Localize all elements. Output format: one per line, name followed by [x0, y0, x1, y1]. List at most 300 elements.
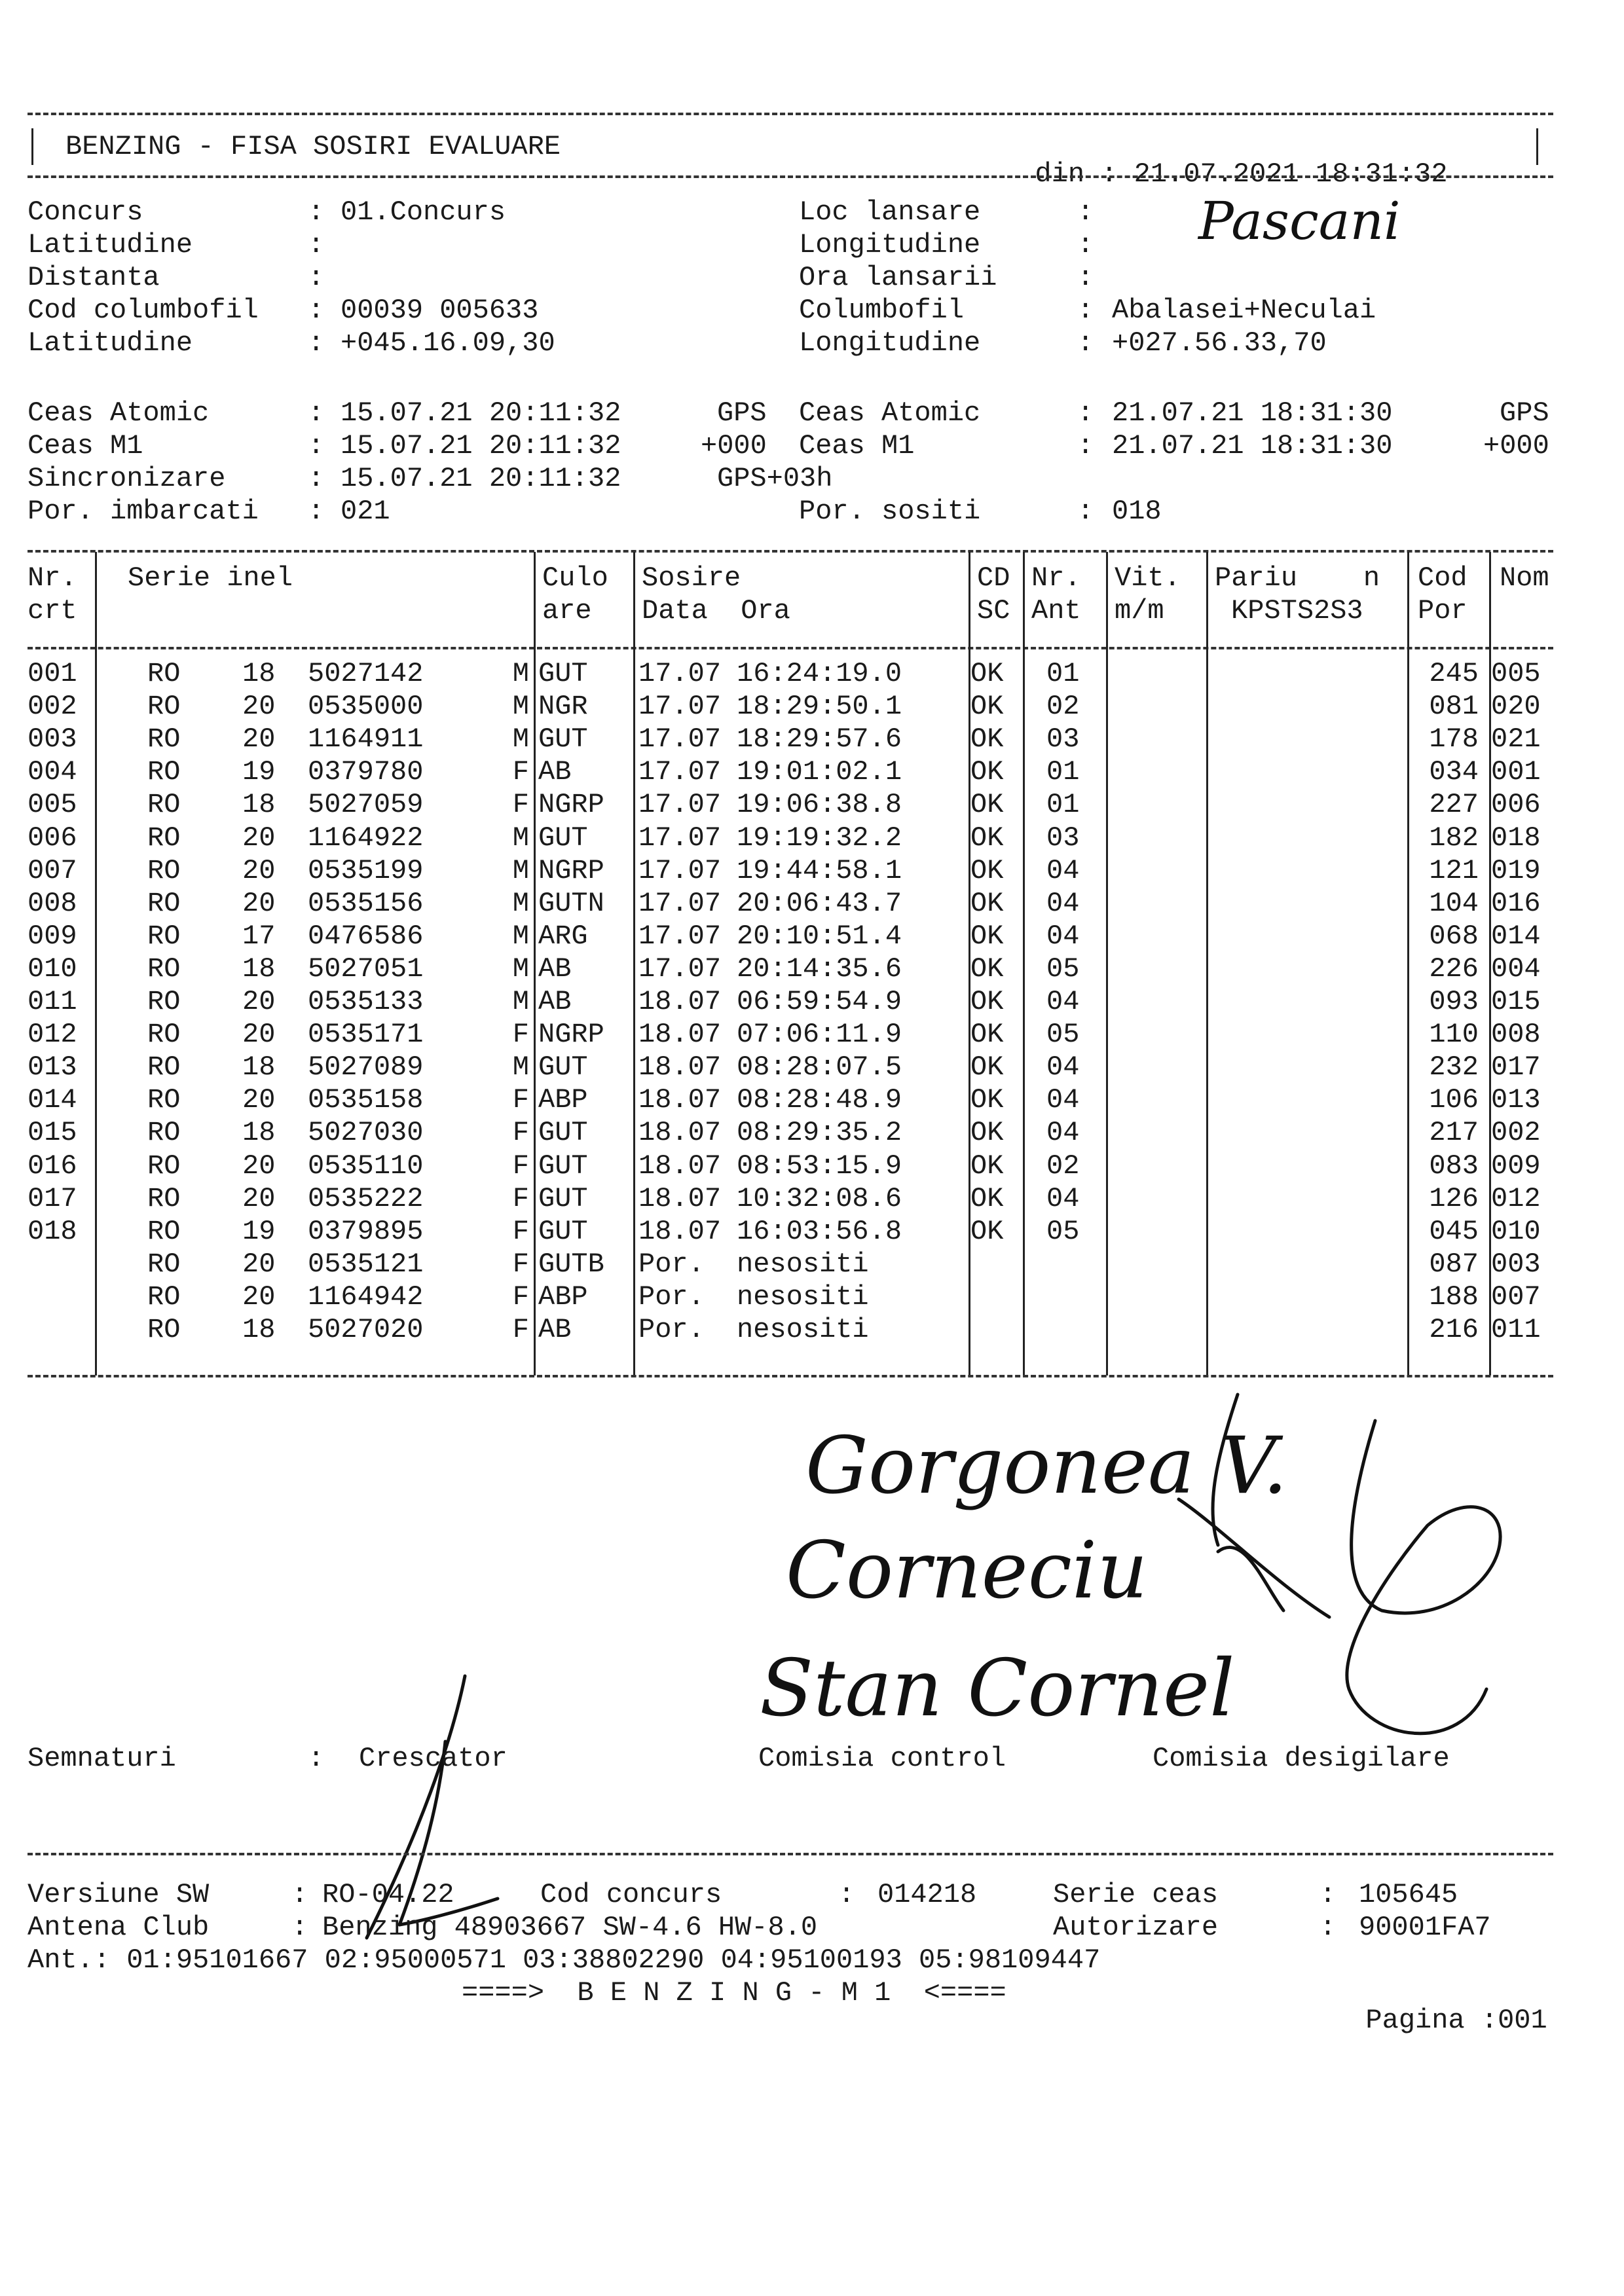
clock-label: Ceas M1	[28, 430, 143, 462]
table-cell-antenna: 02	[1046, 691, 1080, 722]
info-sep: :	[1077, 262, 1094, 293]
table-cell-year: 18	[242, 1117, 276, 1148]
table-cell-nr: 004	[28, 756, 77, 788]
table-cell-nom: 006	[1491, 789, 1541, 820]
table-cell-code: 121	[1429, 855, 1479, 886]
table-cell-year: 20	[242, 888, 276, 919]
table-cell-country: RO	[147, 953, 181, 985]
table-cell-date: 18.07	[638, 1019, 722, 1050]
table-cell-time: 20:06:43.7	[737, 888, 902, 919]
footer-rule	[28, 1853, 1553, 1855]
table-cell-code: 110	[1429, 1019, 1479, 1050]
table-cell-nr: 018	[28, 1216, 77, 1247]
table-cell-ring: 0476586	[308, 920, 424, 952]
col-header-cod: Cod	[1418, 562, 1467, 594]
table-cell-time: 20:14:35.6	[737, 953, 902, 985]
table-cell-year: 20	[242, 1183, 276, 1214]
col-header-culo: Culo	[542, 562, 608, 594]
info-sep: :	[1077, 327, 1094, 359]
table-cell-color: AB	[538, 756, 572, 788]
table-cell-nr: 012	[28, 1019, 77, 1050]
table-cell-nom: 017	[1491, 1051, 1541, 1083]
table-cell-sex: M	[512, 855, 529, 886]
clock-sep: :	[1077, 397, 1094, 429]
table-cell-code: 227	[1429, 789, 1479, 820]
table-cell-country: RO	[147, 691, 181, 722]
handwritten-launch-place	[1179, 183, 1480, 275]
table-cell-country: RO	[147, 986, 181, 1017]
table-cell-ring: 0535000	[308, 691, 424, 722]
table-cell-code: 068	[1429, 920, 1479, 952]
table-cell-nr: 007	[28, 855, 77, 886]
table-cell-cd: OK	[970, 920, 1004, 952]
table-cell-code: 106	[1429, 1084, 1479, 1116]
desigilare-signature	[1347, 1421, 1500, 1734]
clock-label: Ceas Atomic	[28, 397, 210, 429]
report-date-label: din :	[1035, 158, 1118, 190]
info-value: 01.Concurs	[341, 196, 506, 228]
table-cell-cd: OK	[970, 1216, 1004, 1247]
table-cell-cd: OK	[970, 1183, 1004, 1214]
table-cell-color: ABP	[538, 1281, 588, 1313]
table-cell-nr: 016	[28, 1150, 77, 1182]
table-cell-antenna: 05	[1046, 953, 1080, 985]
table-cell-year: 20	[242, 855, 276, 886]
info-sep: :	[1077, 196, 1094, 228]
table-cell-date: 17.07	[638, 855, 722, 886]
table-cell-time: 16:03:56.8	[737, 1216, 902, 1247]
report-title: BENZING - FISA SOSIRI EVALUARE	[65, 131, 561, 162]
col-line	[1106, 552, 1108, 1376]
table-cell-sex: F	[512, 1117, 529, 1148]
handwritten-name: Corneciu	[786, 1525, 1148, 1616]
table-cell-sex: M	[512, 658, 529, 689]
info-sep: :	[1077, 295, 1094, 326]
table-header-rule	[28, 647, 1553, 649]
table-cell-date: 18.07	[638, 1183, 722, 1214]
table-cell-code: 045	[1429, 1216, 1479, 1247]
table-cell-nom: 012	[1491, 1183, 1541, 1214]
footer-page-label: Pagina :	[1365, 2005, 1498, 2036]
info-label: Columbofil	[799, 295, 965, 326]
table-cell-date: 18.07	[638, 986, 722, 1017]
table-cell-time: 19:44:58.1	[737, 855, 902, 886]
table-cell-antenna: 04	[1046, 1183, 1080, 1214]
table-cell-country: RO	[147, 1117, 181, 1148]
table-cell-country: RO	[147, 1019, 181, 1050]
table-cell-nom: 021	[1491, 723, 1541, 755]
table-cell-nom: 011	[1491, 1314, 1541, 1345]
table-cell-color: GUT	[538, 822, 588, 854]
info-label: Latitudine	[28, 327, 193, 359]
handwritten-name: Gorgonea V.	[805, 1421, 1288, 1512]
col-header-nr: Nr.	[28, 562, 77, 594]
table-cell-time: 19:06:38.8	[737, 789, 902, 820]
table-cell-nr: 010	[28, 953, 77, 985]
footer-versiune-label: Versiune SW	[28, 1879, 210, 1910]
table-cell-antenna: 01	[1046, 756, 1080, 788]
table-cell-year: 19	[242, 756, 276, 788]
table-cell-code: 217	[1429, 1117, 1479, 1148]
table-cell-nom: 003	[1491, 1248, 1541, 1280]
table-cell-antenna: 04	[1046, 986, 1080, 1017]
col-header-cd: CD	[977, 562, 1010, 594]
table-cell-sex: M	[512, 986, 529, 1017]
table-cell-color: GUTB	[538, 1248, 604, 1280]
info-label: Distanta	[28, 262, 160, 293]
info-label: Concurs	[28, 196, 143, 228]
table-cell-cd: OK	[970, 1150, 1004, 1182]
clock-label: Ceas M1	[799, 430, 915, 462]
col-line	[633, 552, 635, 1376]
table-cell-time: 19:01:02.1	[737, 756, 902, 788]
table-cell-year: 17	[242, 920, 276, 952]
clock-value: 021	[341, 496, 390, 527]
table-cell-sex: F	[512, 1248, 529, 1280]
table-cell-code: 034	[1429, 756, 1479, 788]
table-cell-year: 20	[242, 822, 276, 854]
table-cell-year: 18	[242, 1051, 276, 1083]
table-cell-date: 17.07	[638, 953, 722, 985]
table-cell-cd: OK	[970, 986, 1004, 1017]
handwritten-name: Stan Cornel	[760, 1643, 1235, 1734]
clock-suffix: +000	[701, 430, 767, 462]
table-cell-nom: 010	[1491, 1216, 1541, 1247]
table-cell-time: 08:28:07.5	[737, 1051, 902, 1083]
table-cell-color: GUT	[538, 723, 588, 755]
table-cell-sex: M	[512, 1051, 529, 1083]
table-cell-ring: 0535222	[308, 1183, 424, 1214]
table-cell-cd: OK	[970, 756, 1004, 788]
table-cell-year: 20	[242, 1248, 276, 1280]
table-cell-antenna: 05	[1046, 1216, 1080, 1247]
table-cell-time: 10:32:08.6	[737, 1183, 902, 1214]
header-top-rule	[28, 113, 1553, 115]
clock-value: 018	[1112, 496, 1162, 527]
table-cell-color: AB	[538, 953, 572, 985]
table-cell-date: 17.07	[638, 756, 722, 788]
info-sep: :	[308, 196, 325, 228]
info-label: Ora lansarii	[799, 262, 997, 293]
table-cell-sex: M	[512, 888, 529, 919]
table-cell-sex: M	[512, 822, 529, 854]
col-header-pariu-sub: KPSTS2S3	[1231, 595, 1363, 627]
signatures-sep: :	[308, 1743, 325, 1774]
clock-sep: :	[308, 397, 325, 429]
header-bottom-rule	[28, 175, 1553, 178]
control-signature-stroke	[1179, 1499, 1329, 1617]
table-cell-ring: 0535199	[308, 855, 424, 886]
table-cell-date: 17.07	[638, 658, 722, 689]
table-cell-ring: 5027089	[308, 1051, 424, 1083]
table-cell-antenna: 01	[1046, 789, 1080, 820]
table-cell-country: RO	[147, 723, 181, 755]
col-header-sosire: Sosire	[642, 562, 741, 594]
table-cell-nom: 007	[1491, 1281, 1541, 1313]
clock-label: Por. sositi	[799, 496, 981, 527]
footer-sep: :	[1320, 1879, 1337, 1910]
info-value: +027.56.33,70	[1112, 327, 1327, 359]
table-cell-color: NGRP	[538, 855, 604, 886]
table-cell-antenna: 04	[1046, 1051, 1080, 1083]
clock-label: Ceas Atomic	[799, 397, 981, 429]
col-header-ant: Nr.	[1031, 562, 1081, 594]
col-line	[1206, 552, 1208, 1376]
table-cell-sex: F	[512, 1183, 529, 1214]
table-cell-cd: OK	[970, 789, 1004, 820]
table-cell-antenna: 04	[1046, 1117, 1080, 1148]
table-cell-date: 17.07	[638, 723, 722, 755]
table-cell-ring: 0379895	[308, 1216, 424, 1247]
table-cell-ring: 5027020	[308, 1314, 424, 1345]
table-cell-time: 08:28:48.9	[737, 1084, 902, 1116]
footer-sep: :	[1320, 1912, 1337, 1943]
table-cell-antenna: 04	[1046, 920, 1080, 952]
handwritten-location-text: Pascani	[1198, 191, 1401, 251]
table-cell-ring: 0535156	[308, 888, 424, 919]
table-cell-color: GUT	[538, 1051, 588, 1083]
clock-value: 21.07.21 18:31:30	[1112, 430, 1393, 462]
info-label: Longitudine	[799, 327, 981, 359]
table-cell-nom: 009	[1491, 1150, 1541, 1182]
table-cell-nom: 019	[1491, 855, 1541, 886]
table-cell-color: GUT	[538, 658, 588, 689]
table-cell-country: RO	[147, 855, 181, 886]
table-cell-cd: OK	[970, 855, 1004, 886]
table-cell-country: RO	[147, 1183, 181, 1214]
signature-crescator: Crescator	[359, 1743, 507, 1774]
table-cell-nom: 020	[1491, 691, 1541, 722]
footer-page-number: 001	[1498, 2005, 1547, 2036]
col-line	[534, 552, 536, 1376]
table-cell-ring: 1164922	[308, 822, 424, 854]
table-cell-sex: F	[512, 1150, 529, 1182]
footer-cod-concurs-label: Cod concurs	[540, 1879, 722, 1910]
table-cell-date: Por.	[638, 1281, 705, 1313]
table-cell-country: RO	[147, 1281, 181, 1313]
table-cell-time: 16:24:19.0	[737, 658, 902, 689]
table-cell-ring: 5027059	[308, 789, 424, 820]
table-cell-time: 07:06:11.9	[737, 1019, 902, 1050]
clock-sep: :	[308, 496, 325, 527]
table-cell-nom: 005	[1491, 658, 1541, 689]
info-value: +045.16.09,30	[341, 327, 555, 359]
info-label: Loc lansare	[799, 196, 981, 228]
table-cell-ring: 0535121	[308, 1248, 424, 1280]
table-cell-nom: 008	[1491, 1019, 1541, 1050]
table-cell-cd: OK	[970, 1117, 1004, 1148]
table-cell-cd: OK	[970, 1084, 1004, 1116]
table-cell-color: ARG	[538, 920, 588, 952]
clock-sep: :	[308, 463, 325, 494]
header-left-border	[31, 128, 33, 165]
table-cell-code: 216	[1429, 1314, 1479, 1345]
table-cell-nom: 015	[1491, 986, 1541, 1017]
table-cell-nr: 013	[28, 1051, 77, 1083]
table-cell-country: RO	[147, 756, 181, 788]
table-cell-code: 226	[1429, 953, 1479, 985]
table-cell-nom: 016	[1491, 888, 1541, 919]
table-cell-country: RO	[147, 658, 181, 689]
col-header-pariu: Pariu n	[1215, 562, 1380, 594]
table-cell-cd: OK	[970, 888, 1004, 919]
table-cell-color: GUT	[538, 1117, 588, 1148]
table-cell-date: 18.07	[638, 1084, 722, 1116]
footer-banner: ====> B E N Z I N G - M 1 <====	[462, 1977, 1006, 2009]
col-header-nom: Nom	[1500, 562, 1549, 594]
table-cell-antenna: 03	[1046, 822, 1080, 854]
table-cell-nom: 013	[1491, 1084, 1541, 1116]
table-cell-antenna: 02	[1046, 1150, 1080, 1182]
footer-serie-ceas-label: Serie ceas	[1053, 1879, 1219, 1910]
info-value: 00039 005633	[341, 295, 539, 326]
table-cell-time: 19:19:32.2	[737, 822, 902, 854]
table-cell-sex: M	[512, 691, 529, 722]
clock-sep: :	[1077, 430, 1094, 462]
table-cell-color: NGRP	[538, 789, 604, 820]
clock-value: 21.07.21 18:31:30	[1112, 397, 1393, 429]
info-sep: :	[308, 262, 325, 293]
table-cell-nom: 018	[1491, 822, 1541, 854]
table-cell-sex: F	[512, 789, 529, 820]
footer-sep: :	[838, 1879, 855, 1910]
clock-label: Por. imbarcati	[28, 496, 259, 527]
table-cell-year: 20	[242, 1281, 276, 1313]
table-cell-nr: 017	[28, 1183, 77, 1214]
table-cell-cd: OK	[970, 1051, 1004, 1083]
report-date-value: 21.07.2021 18:31:32	[1134, 158, 1448, 190]
table-cell-date: 17.07	[638, 888, 722, 919]
table-cell-cd: OK	[970, 953, 1004, 985]
table-cell-ring: 1164942	[308, 1281, 424, 1313]
col-header-cod-sub: Por	[1418, 595, 1467, 627]
signature-comisia-desigilare: Comisia desigilare	[1153, 1743, 1450, 1774]
footer-cod-concurs-value: 014218	[877, 1879, 977, 1910]
table-cell-color: NGRP	[538, 1019, 604, 1050]
table-cell-ring: 5027030	[308, 1117, 424, 1148]
table-top-rule	[28, 550, 1553, 553]
table-cell-antenna: 01	[1046, 658, 1080, 689]
table-cell-nr: 008	[28, 888, 77, 919]
table-cell-nr: 006	[28, 822, 77, 854]
table-cell-date: Por.	[638, 1314, 705, 1345]
table-cell-cd: OK	[970, 691, 1004, 722]
footer-autorizare-value: 90001FA7	[1359, 1912, 1491, 1943]
table-cell-country: RO	[147, 1051, 181, 1083]
info-label: Cod columbofil	[28, 295, 259, 326]
table-cell-code: 126	[1429, 1183, 1479, 1214]
footer-antena-value: Benzing 48903667 SW-4.6 HW-8.0	[322, 1912, 818, 1943]
table-cell-sex: F	[512, 1314, 529, 1345]
table-cell-color: NGR	[538, 691, 588, 722]
table-cell-country: RO	[147, 1150, 181, 1182]
table-cell-date: 18.07	[638, 1216, 722, 1247]
table-cell-color: GUT	[538, 1216, 588, 1247]
col-line	[1023, 552, 1025, 1376]
table-cell-nr: 014	[28, 1084, 77, 1116]
table-cell-color: GUTN	[538, 888, 604, 919]
table-cell-sex: F	[512, 1084, 529, 1116]
table-cell-code: 245	[1429, 658, 1479, 689]
table-cell-ring: 1164911	[308, 723, 424, 755]
table-cell-time: 20:10:51.4	[737, 920, 902, 952]
table-cell-sex: F	[512, 1019, 529, 1050]
footer-autorizare-label: Autorizare	[1053, 1912, 1219, 1943]
col-header-nr-sub: crt	[28, 595, 77, 627]
clock-value: 15.07.21 20:11:32	[341, 463, 621, 494]
table-cell-code: 093	[1429, 986, 1479, 1017]
table-cell-year: 18	[242, 1314, 276, 1345]
table-cell-antenna: 04	[1046, 888, 1080, 919]
table-cell-nom: 001	[1491, 756, 1541, 788]
info-sep: :	[308, 327, 325, 359]
table-cell-time: 18:29:50.1	[737, 691, 902, 722]
table-cell-year: 20	[242, 1019, 276, 1050]
footer-sep: :	[291, 1912, 308, 1943]
table-cell-antenna: 04	[1046, 855, 1080, 886]
footer-serie-ceas-value: 105645	[1359, 1879, 1458, 1910]
col-header-vit: Vit.	[1115, 562, 1181, 594]
table-cell-code: 104	[1429, 888, 1479, 919]
table-cell-time: 18:29:57.6	[737, 723, 902, 755]
table-cell-ring: 0535110	[308, 1150, 424, 1182]
col-header-ant-sub: Ant	[1031, 595, 1081, 627]
table-cell-color: GUT	[538, 1183, 588, 1214]
table-cell-ring: 0379780	[308, 756, 424, 788]
table-cell-antenna: 05	[1046, 1019, 1080, 1050]
clock-suffix: GPS	[1500, 397, 1549, 429]
table-cell-sex: M	[512, 953, 529, 985]
table-cell-year: 20	[242, 723, 276, 755]
table-cell-code: 087	[1429, 1248, 1479, 1280]
table-cell-country: RO	[147, 888, 181, 919]
table-cell-country: RO	[147, 1216, 181, 1247]
table-cell-sex: F	[512, 756, 529, 788]
table-cell-nr: 011	[28, 986, 77, 1017]
table-cell-country: RO	[147, 789, 181, 820]
table-cell-code: 182	[1429, 822, 1479, 854]
table-cell-country: RO	[147, 1248, 181, 1280]
table-cell-nr: 003	[28, 723, 77, 755]
table-cell-cd: OK	[970, 1019, 1004, 1050]
info-sep: :	[308, 229, 325, 261]
col-header-serie: Serie inel	[128, 562, 293, 594]
table-cell-year: 18	[242, 658, 276, 689]
table-cell-nr: 001	[28, 658, 77, 689]
table-cell-sex: M	[512, 920, 529, 952]
table-cell-cd: OK	[970, 658, 1004, 689]
clock-label: Sincronizare	[28, 463, 226, 494]
table-cell-time: 08:53:15.9	[737, 1150, 902, 1182]
info-sep: :	[1077, 229, 1094, 261]
col-header-cd-sub: SC	[977, 595, 1010, 627]
table-cell-year: 18	[242, 789, 276, 820]
table-cell-color: AB	[538, 1314, 572, 1345]
col-line	[95, 552, 97, 1376]
footer-versiune-value: RO-04.22	[322, 1879, 454, 1910]
col-header-culo-sub: are	[542, 595, 592, 627]
table-cell-date: 18.07	[638, 1117, 722, 1148]
table-cell-code: 081	[1429, 691, 1479, 722]
signature-comisia-control: Comisia control	[758, 1743, 1006, 1774]
table-cell-date: 17.07	[638, 822, 722, 854]
footer-sep: :	[291, 1879, 308, 1910]
table-cell-cd: OK	[970, 822, 1004, 854]
table-cell-date: 17.07	[638, 920, 722, 952]
info-value: Abalasei+Neculai	[1112, 295, 1376, 326]
footer-antena-label: Antena Club	[28, 1912, 210, 1943]
clock-sep: :	[1077, 496, 1094, 527]
